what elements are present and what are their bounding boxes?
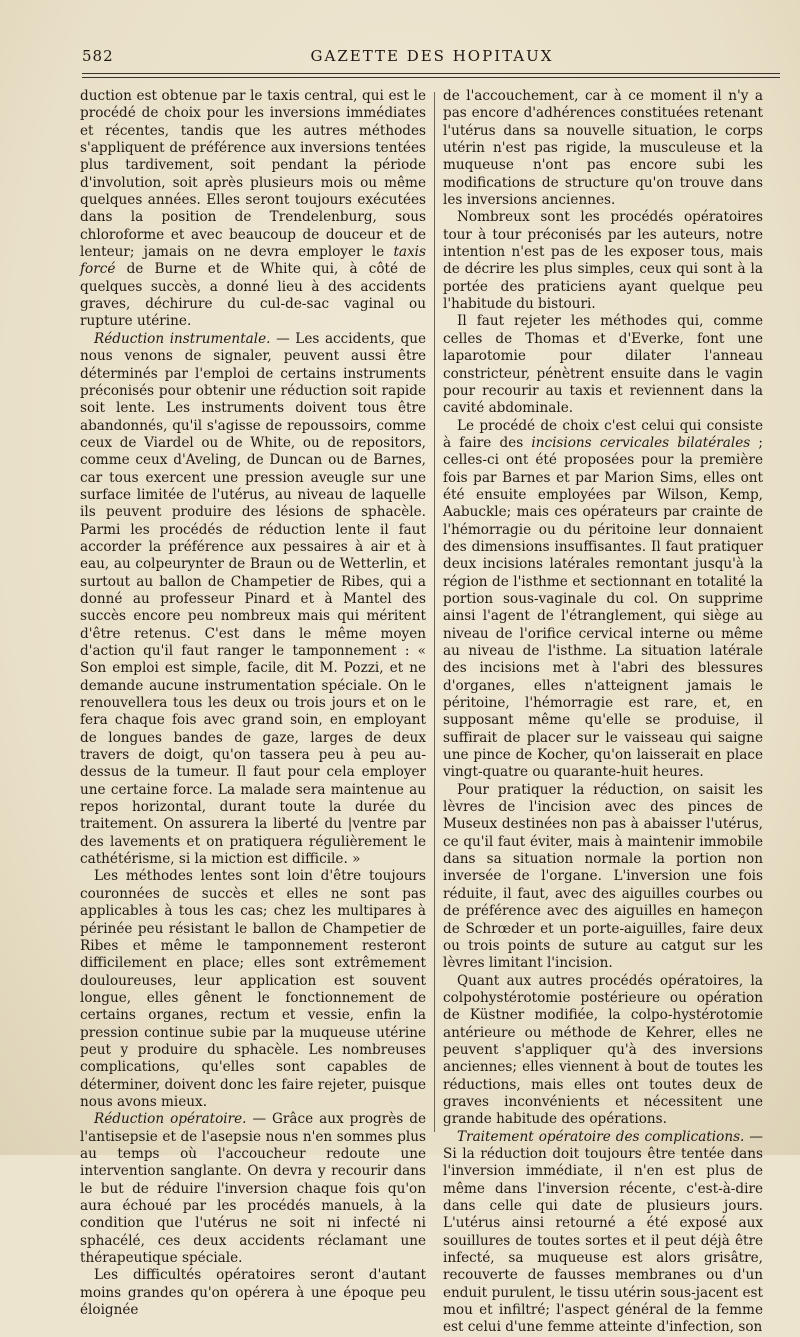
text-run: — Les accidents, que nous venons de signaler, peuvent aussi être déterminés par l'emploi de certains instruments préconisés pour obtenir une réduction soit rapide soit lente. Les instruments doivent tous être abandonnés, qu'il s'agisse de repoussoirs, comme ceux de Viardel ou de White, ou de repositors, comme ceux d'Aveling, de Duncan ou de Barnes, car tous exercent une pression aveugle sur une surface limitée de l'utérus, au niveau de laquelle ils peuvent produire des lésions de sphacèle. Parmi les procédés de réduction lente il faut accorder la préférence aux pessaires à air et à eau, au colpeurynter de Braun ou de Wetterlin, et surtout au ballon de Champetier de Ribes, qui a donné au professeur Pinard et à Mantel des succès encore peu nombreux mais qui méritent d'être retenus. C'est dans le même moyen d'action qu'il faut ranger le tamponnement : « Son emploi est simple, facile, dit M. Pozzi, et ne demande aucune instrumentation spéciale. On le renouvellera tous les deux ou trois jours et on le fera chaque fois avec grand soin, en employant de longues bandes de gaze, larges de deux travers de doigt, qu'on tassera peu à peu au-dessus de la tumeur. Il faut pour cela employer une certaine force. La malade sera maintenue au repos horizontal, durant toute la durée du traitement. On assurera la liberté du |ventre par des lavements et on pratiquera régulièrement le cathétérisme, si la miction est difficile. » bbox=[80, 330, 427, 868]
paragraph bbox=[80, 331, 426, 869]
paragraph bbox=[80, 1267, 426, 1319]
text-run: duction est obtenue par le taxis central, qui est le procédé de choix pour les inversions immédiates et récentes, tandis que les autres méthodes s'appliquent de préférence aux inversions tentées plus tardivement, soit pendant la période d'involution, soit après plusieurs mois ou même quelques années. Elles seront toujours exécutées dans la position de Trendelenburg, sous chloroforme et avec beaucoup de douceur et de lenteur; jamais on ne devra employer le bbox=[80, 88, 426, 261]
paragraph bbox=[80, 88, 426, 331]
text-run: Nombreux sont les procédés opératoires tour à tour préconisés par les auteurs, notre intention n'est pas de les exposer tous, mais de décrire les plus simples, ceux qui sont à la portée des praticiens ayant quelque peu l'habitude du bistouri. bbox=[443, 209, 763, 313]
paragraph bbox=[80, 868, 426, 1111]
text-run: — Grâce aux progrès de l'antisepsie et de l'asepsie nous n'en sommes plus au temps où l'accoucheur redoute une intervention sanglante. On devra y recourir dans le but de réduire l'inversion chaque fois qu'on aura échoué par les procédés manuels, à la condition que l'utérus ne soit ni infecté ni sphacélé, ces deux accidents réclamant une thérapeutique spéciale. bbox=[80, 1111, 427, 1267]
paragraph bbox=[80, 1111, 426, 1267]
column-divider bbox=[434, 92, 435, 1132]
paragraph bbox=[443, 209, 763, 313]
italic-text-run: Réduction opératoire. bbox=[94, 1111, 247, 1128]
italic-text-run: incisions cervicales bilatérales bbox=[531, 434, 751, 451]
text-run: Les méthodes lentes sont loin d'être toujours couronnées de succès et elles ne sont pas applicables à tous les cas; chez les multipares à périnée peu résistant le ballon de Champetier de Ribes et même le tamponnement resteront difficilement en place; elles sont extrêmement douloureuses, leur application est souvent longue, elles gênent le fonctionnement de certains organes, rectum et vessie, enfin la pression continue subie par la muqueuse utérine peut y produire du sphacèle. Les nombreuses complications, qu'elles sont capables de déterminer, doivent donc les faire rejeter, puisque nous avons mieux. bbox=[80, 868, 426, 1110]
paragraph bbox=[443, 973, 763, 1129]
italic-text-run: taxis forcé bbox=[80, 244, 426, 278]
page-number: 582 bbox=[82, 47, 114, 65]
page-header bbox=[82, 47, 782, 69]
text-run: Le procédé de choix c'est celui qui consiste à faire des bbox=[443, 417, 763, 451]
left-text-column bbox=[80, 88, 426, 1319]
paragraph bbox=[443, 1129, 763, 1337]
text-run: Les difficultés opératoires seront d'autant moins grandes qu'on opérera à une époque peu éloignée bbox=[80, 1267, 426, 1319]
journal-title: GAZETTE DES HOPITAUX bbox=[310, 47, 554, 65]
text-run: Pour pratiquer la réduction, on saisit les lèvres de l'incision avec des pinces de Museux destinées non pas à abaisser l'utérus, ce qu'il faut éviter, mais à maintenir immobile dans sa situation normale la portion non inversée de l'organe. L'inversion une fois réduite, il faut, avec des aiguilles courbes ou de préférence avec des aiguilles en hameçon de Schrœder et un porte-aiguilles, faire deux ou trois points de suture au catgut sur les lèvres limitant l'incision. bbox=[443, 781, 763, 972]
paragraph bbox=[443, 88, 763, 209]
paragraph bbox=[443, 782, 763, 973]
text-run: Quant aux autres procédés opératoires, la colpohystérotomie postérieure ou opération de Küstner modifiée, la colpo-hystérotomie antérieure ou méthode de Kehrer, elles ne peuvent s'appliquer qu'à des inversions anciennes; elles viennent à bout de toutes les réductions, mais elles ont toutes deux de graves inconvénients et nécessitent une grande habitude des opérations. bbox=[443, 972, 763, 1128]
text-run: de l'accouchement, car à ce moment il n'y a pas encore d'adhérences constituées retenant l'utérus dans sa nouvelle situation, le corps utérin n'est pas rigide, la musculeuse et la muqueuse n'ont pas encore subi les modifications de structure qu'on trouve dans les inversions anciennes. bbox=[443, 88, 763, 209]
italic-text-run: Traitement opératoire des complications. bbox=[457, 1128, 745, 1145]
text-run: Il faut rejeter les méthodes qui, comme celles de Thomas et d'Everke, font une laparotomie pour dilater l'anneau constricteur, pénètrent ensuite dans le vagin pour recourir au taxis et reviennent dans la cavité abdominale. bbox=[443, 313, 763, 417]
paragraph bbox=[443, 313, 763, 417]
italic-text-run: Réduction instrumentale. bbox=[94, 330, 271, 347]
right-text-column bbox=[443, 88, 763, 1337]
text-run: ; celles-ci ont été proposées pour la première fois par Barnes et par Marion Sims, elles ont été ensuite employées par Wilson, Kemp, Aabuckle; mais ces opérateurs par crainte de l'hémorragie ou du péritoine leur donnaient des dimensions insuffisantes. Il faut pratiquer deux incisions latérales remontant jusqu'à la région de l'isthme et sectionnant en totalité la portion sous-vaginale du col. On supprime ainsi l'agent de l'étranglement, qui siège au niveau de l'orifice cervical interne ou même au niveau de l'isthme. La situation latérale des incisions met à l'abri des blessures d'organes, elles n'atteignent jamais le péritoine, l'hémorragie est rare, et, en supposant même qu'elle se produise, il suffirait de placer sur le vaisseau qui saigne une pince de Kocher, qu'on laisserait en place vingt-quatre ou quarante-huit heures. bbox=[443, 434, 763, 781]
text-run: de Burne et de White qui, à côté de quelques succès, a donné lieu à des accidents graves, déchirure du cul-de-sac vaginal ou rupture utérine. bbox=[80, 261, 426, 330]
header-rule-top bbox=[82, 73, 780, 74]
header-rule-bottom bbox=[82, 77, 780, 78]
text-run: — Si la réduction doit toujours être tentée dans l'inversion immédiate, il n'en est plus de même dans l'inversion récente, c'est-à-dire dans celle qui date de plusieurs jours. L'utérus ainsi retourné a été exposé aux souillures de toutes sortes et il peut déjà être infecté, sa muqueuse est alors grisâtre, recouverte de fausses membranes ou d'un enduit purulent, le tissu utérin sous-jacent est mou et infiltré; l'aspect général de la femme est celui d'une femme atteinte d'infection, son bbox=[443, 1128, 763, 1336]
paragraph bbox=[443, 418, 763, 782]
